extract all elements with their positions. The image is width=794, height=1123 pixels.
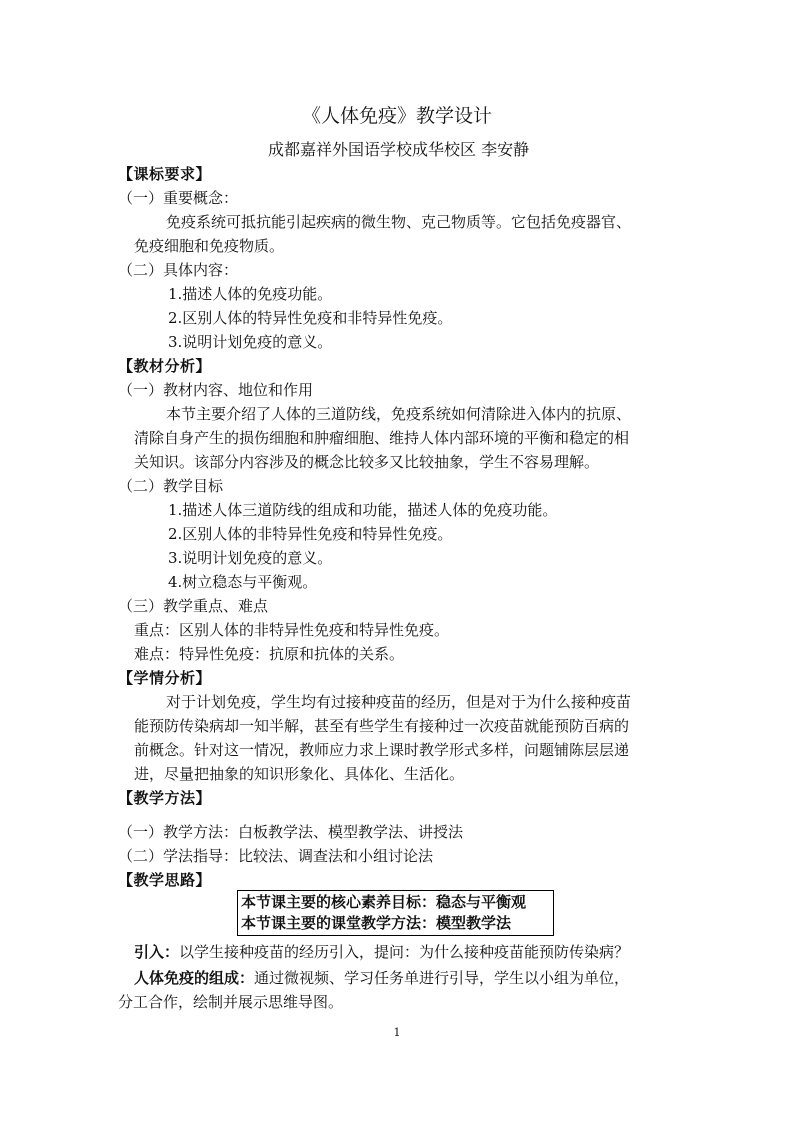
curriculum-p1a: 免疫系统可抵抗能引起疾病的微生物、克己物质等。它包括免疫器官、 <box>166 213 632 231</box>
intro-text: 以学生接种疫苗的经历引入，提问：为什么接种疫苗能预防传染病？ <box>179 943 630 961</box>
difficult-point: 难点：特异性免疫：抗原和抗体的关系。 <box>134 645 405 663</box>
list-item: 1.描述人体三道防线的组成和功能，描述人体的免疫功能。 <box>168 501 558 519</box>
box-line-method: 本节课主要的课堂教学方法：模型教学法 <box>241 914 512 932</box>
methods-m1: （一）教学方法：白板教学法、模型教学法、讲授法 <box>118 823 464 841</box>
key-point: 重点：区别人体的非特异性免疫和特异性免疫。 <box>134 621 450 639</box>
list-item: 4.树立稳态与平衡观。 <box>168 573 318 591</box>
heading-methods: 【教学方法】 <box>118 789 212 807</box>
heading-textbook: 【教材分析】 <box>118 357 212 375</box>
list-item: 3.说明计划免疫的意义。 <box>168 333 333 351</box>
heading-ideas: 【教学思路】 <box>118 871 212 889</box>
page-number: 1 <box>393 1026 401 1039</box>
textbook-p1c: 关知识。该部分内容涉及的概念比较多又比较抽象，学生不容易理解。 <box>134 453 600 471</box>
composition-line <box>134 966 629 990</box>
list-item: 1.描述人体的免疫功能。 <box>168 285 333 303</box>
textbook-p1a: 本节主要介绍了人体的三道防线，免疫系统如何清除进入体内的抗原、 <box>166 405 632 423</box>
composition-text: 通过微视频、学习任务单进行引导，学生以小组为单位， <box>254 969 630 987</box>
composition-label: 人体免疫的组成： <box>134 969 255 987</box>
textbook-sub3: （三）教学重点、难点 <box>118 597 269 615</box>
curriculum-sub2: （二）具体内容： <box>118 261 239 279</box>
composition-line-2: 分工合作，绘制并展示思维导图。 <box>118 993 344 1011</box>
list-item: 3.说明计划免疫的意义。 <box>168 549 333 567</box>
heading-curriculum: 【课标要求】 <box>118 165 212 183</box>
document-title: 《人体免疫》教学设计 <box>301 105 492 127</box>
methods-m2: （二）学法指导：比较法、调查法和小组讨论法 <box>118 847 434 865</box>
core-goals-box <box>237 890 554 936</box>
box-line-goal: 本节课主要的核心素养目标：稳态与平衡观 <box>241 893 527 911</box>
students-p1d: 进，尽量把抽象的知识形象化、具体化、生活化。 <box>134 765 465 783</box>
author-line: 成都嘉祥外国语学校成华校区 李安静 <box>268 140 530 159</box>
list-item: 2.区别人体的特异性免疫和非特异性免疫。 <box>168 309 453 327</box>
students-p1c: 前概念。针对这一情况，教师应力求上课时教学形式多样，问题铺陈层层递 <box>134 741 630 759</box>
list-item: 2.区别人体的非特异性免疫和特异性免疫。 <box>168 525 453 543</box>
students-p1a: 对于计划免疫，学生均有过接种疫苗的经历，但是对于为什么接种疫苗 <box>166 693 632 711</box>
students-p1b: 能预防传染病却一知半解，甚至有些学生有接种过一次疫苗就能预防百病的 <box>134 717 630 735</box>
textbook-p1b: 清除自身产生的损伤细胞和肿瘤细胞、维持人体内部环境的平衡和稳定的相 <box>134 429 630 447</box>
textbook-sub2: （二）教学目标 <box>118 477 224 495</box>
intro-line <box>134 940 629 964</box>
textbook-sub1: （一）教材内容、地位和作用 <box>118 381 314 399</box>
intro-label: 引入： <box>134 943 180 961</box>
heading-students: 【学情分析】 <box>118 669 212 687</box>
curriculum-sub1: （一）重要概念： <box>118 189 239 207</box>
curriculum-p1b: 免疫细胞和免疫物质。 <box>134 237 285 255</box>
